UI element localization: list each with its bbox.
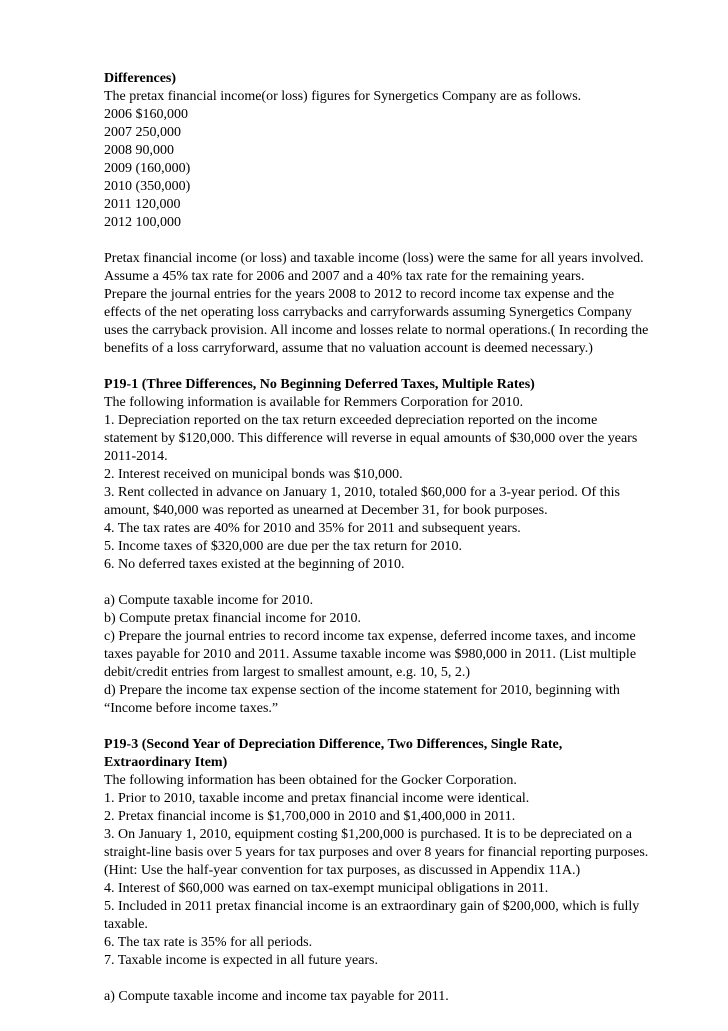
text-line: Pretax financial income (or loss) and taxable income (loss) were the same for all years involved. [104, 251, 644, 266]
text-line: 6. The tax rate is 35% for all periods. [104, 935, 313, 950]
section-heading: P19-1 (Three Differences, No Beginning Deferred Taxes, Multiple Rates) [104, 377, 535, 392]
section-heading: Extraordinary Item) [104, 755, 228, 770]
text-line: 2008 90,000 [104, 143, 174, 158]
text-line: 6. No deferred taxes existed at the beginning of 2010. [104, 557, 405, 572]
text-line: straight-line basis over 5 years for tax purposes and over 8 years for financial reporting purposes. [104, 845, 649, 860]
text-line: c) Prepare the journal entries to record income tax expense, deferred income taxes, and income [104, 629, 636, 644]
document-page [104, 70, 694, 1024]
text-line: 2009 (160,000) [104, 161, 191, 176]
text-line: statement by $120,000. This difference will reverse in equal amounts of $30,000 over the years [104, 431, 638, 446]
text-line: d) Prepare the income tax expense section of the income statement for 2010, beginning with [104, 683, 620, 698]
text-line: 2011-2014. [104, 449, 168, 464]
problem-p19-3-questions-block [104, 988, 694, 1006]
text-line: taxable. [104, 917, 148, 932]
text-line: 4. The tax rates are 40% for 2010 and 35% for 2011 and subsequent years. [104, 521, 521, 536]
text-line: 4. Interest of $60,000 was earned on tax-exempt municipal obligations in 2011. [104, 881, 549, 896]
section-heading: P19-3 (Second Year of Depreciation Difference, Two Differences, Single Rate, [104, 737, 563, 752]
text-line: The following information is available for Remmers Corporation for 2010. [104, 395, 524, 410]
problem-e19-instructions-block [104, 250, 694, 358]
text-line: 2. Pretax financial income is $1,700,000 in 2010 and $1,400,000 in 2011. [104, 809, 516, 824]
text-line: 2012 100,000 [104, 215, 181, 230]
text-line: Prepare the journal entries for the years 2008 to 2012 to record income tax expense and the [104, 287, 615, 302]
text-line: 3. Rent collected in advance on January 1, 2010, totaled $60,000 for a 3-year period. Of this [104, 485, 620, 500]
text-line: benefits of a loss carryforward, assume that no valuation account is deemed necessary.) [104, 341, 593, 356]
text-line: Assume a 45% tax rate for 2006 and 2007 and a 40% tax rate for the remaining years. [104, 269, 585, 284]
text-line: amount, $40,000 was reported as unearned at December 31, for book purposes. [104, 503, 548, 518]
text-line: 2011 120,000 [104, 197, 181, 212]
text-line: 2010 (350,000) [104, 179, 191, 194]
text-line: The pretax financial income(or loss) figures for Synergetics Company are as follows. [104, 89, 582, 104]
text-line: b) Compute pretax financial income for 2010. [104, 611, 361, 626]
problem-e19-block [104, 70, 694, 232]
text-line: uses the carryback provision. All income and losses relate to normal operations.( In recording the [104, 323, 649, 338]
text-line: 1. Prior to 2010, taxable income and pretax financial income were identical. [104, 791, 530, 806]
text-line: “Income before income taxes.” [104, 701, 279, 716]
text-line: 1. Depreciation reported on the tax return exceeded depreciation reported on the income [104, 413, 598, 428]
text-line: 7. Taxable income is expected in all future years. [104, 953, 378, 968]
text-line: 2007 250,000 [104, 125, 181, 140]
text-line: The following information has been obtained for the Gocker Corporation. [104, 773, 517, 788]
problem-p19-1-block [104, 376, 694, 574]
text-line: 2. Interest received on municipal bonds was $10,000. [104, 467, 403, 482]
text-line: debit/credit entries from largest to smallest amount, e.g. 10, 5, 2.) [104, 665, 470, 680]
text-line: a) Compute taxable income for 2010. [104, 593, 314, 608]
text-line: 5. Income taxes of $320,000 are due per the tax return for 2010. [104, 539, 463, 554]
text-line: a) Compute taxable income and income tax payable for 2011. [104, 989, 449, 1004]
text-line: effects of the net operating loss carrybacks and carryforwards assuming Synergetics Company [104, 305, 632, 320]
text-line: 5. Included in 2011 pretax financial income is an extraordinary gain of $200,000, which is fully [104, 899, 640, 914]
problem-p19-1-questions-block [104, 592, 694, 718]
text-line: 2006 $160,000 [104, 107, 188, 122]
section-heading: Differences) [104, 71, 177, 86]
text-line: 3. On January 1, 2010, equipment costing $1,200,000 is purchased. It is to be depreciated on a [104, 827, 632, 842]
text-line: taxes payable for 2010 and 2011. Assume taxable income was $980,000 in 2011. (List multiple [104, 647, 637, 662]
problem-p19-3-block [104, 736, 694, 970]
text-line: (Hint: Use the half-year convention for tax purposes, as discussed in Appendix 11A.) [104, 863, 581, 878]
